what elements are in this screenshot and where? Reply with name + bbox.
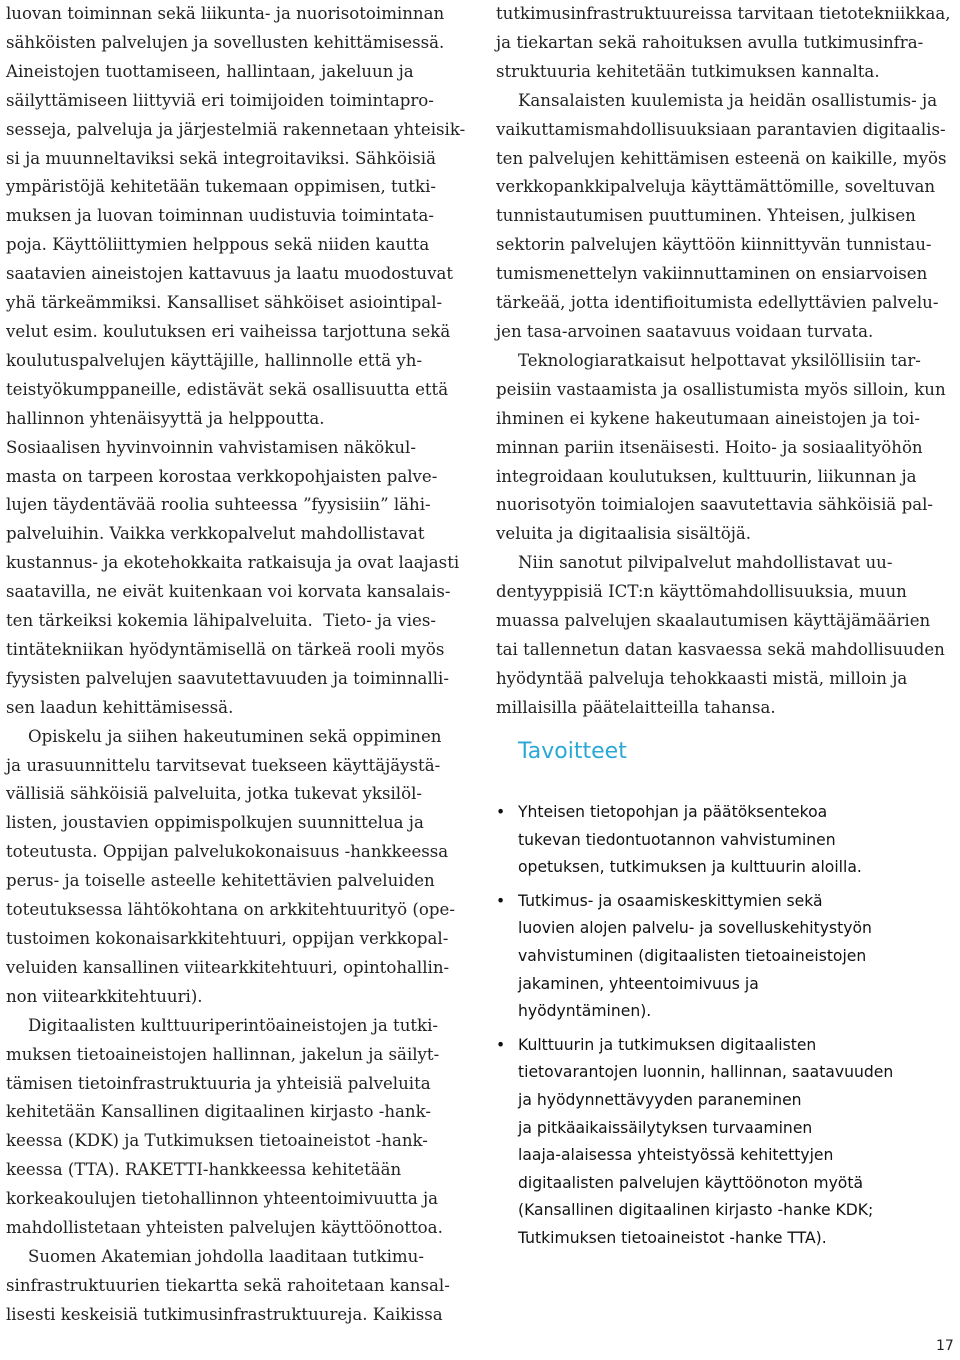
text-line: veluita ja digitaalisia sisältöjä. — [496, 524, 752, 544]
text-line: ihminen ei kykene hakeutumaan aineistojen ja toi- — [496, 408, 920, 428]
goal-text-line: luovien alojen palvelu- ja sovelluskehitystyön — [518, 919, 872, 938]
text-line: kehitetään Kansallinen digitaalinen kirjasto -hank- — [6, 1102, 431, 1122]
text-line: lisesti keskeisiä tutkimusinfrastruktuureja. Kaikissa — [6, 1304, 443, 1324]
bullet-icon: • — [496, 803, 506, 821]
text-line: luovan toiminnan sekä liikunta- ja nuorisotoiminnan — [6, 4, 445, 23]
goals-bullet-list — [494, 799, 958, 1259]
text-line: tintätekniikan hyödyntämisellä on tärkeä rooli myös — [6, 639, 445, 659]
text-line: perus- ja toiselle asteelle kehitettävien palveluiden — [6, 871, 435, 891]
text-line: toteutuksessa lähtökohtana on arkkitehtuurityö (ope- — [6, 900, 455, 920]
text-line: jen tasa-arvoinen saatavuus voidaan turvata. — [496, 321, 874, 341]
text-line: korkeakoulujen tietohallinnon yhteentoimivuutta ja — [6, 1189, 439, 1209]
text-line: sektorin palvelujen käyttöön kiinnittyvän tunnistau- — [496, 235, 932, 255]
text-line: ja urasuunnittelu tarvitsevat tuekseen käyttäjäystä- — [6, 755, 441, 775]
text-line: toteutusta. Oppijan palvelukokonaisuus -hankkeessa — [6, 842, 449, 862]
text-line: si ja muunneltaviksi sekä integroitaviksi. Sähköisiä — [6, 148, 436, 168]
paragraph — [6, 1243, 462, 1330]
text-line: Suomen Akatemian johdolla laaditaan tutkimu- — [28, 1246, 424, 1266]
right-text-column — [496, 0, 956, 723]
text-line: ympäristöjä kehitetään tukemaan oppimisen, tutki- — [6, 177, 436, 197]
text-line: sesseja, palveluja ja järjestelmiä rakennetaan yhteisik- — [6, 119, 466, 139]
paragraph — [496, 347, 956, 549]
text-line: tutkimusinfrastruktuureissa tarvitaan tietotekniikkaa, — [496, 4, 951, 23]
text-line: tumismenettelyn vakiinnuttaminen on ensiarvoisen — [496, 264, 928, 284]
text-line: saatavilla, ne eivät kuitenkaan voi korvata kansalais- — [6, 582, 451, 602]
goal-text-line: vahvistuminen (digitaalisten tietoaineistojen — [518, 946, 867, 965]
text-line: muksen ja luovan toiminnan uudistuvia toimintata- — [6, 206, 434, 226]
text-line: vaikuttamismahdollisuuksiaan parantavien digitaalis- — [496, 119, 946, 139]
text-line: struktuuria kehitetään tutkimuksen kannalta. — [496, 61, 880, 81]
goal-text-line: ja pitkäaikaissäilytyksen turvaaminen — [518, 1118, 813, 1137]
text-line: tai tallennetun datan kasvaessa sekä mahdollisuuden — [496, 639, 945, 659]
text-line: palveluihin. Vaikka verkkopalvelut mahdollistavat — [6, 524, 425, 544]
goal-text-line: digitaalisten palvelujen käyttöönoton myötä — [518, 1173, 864, 1192]
goal-text-line: opetuksen, tutkimuksen ja kulttuurin aloilla. — [518, 858, 862, 877]
bullet-icon: • — [496, 891, 506, 910]
paragraph — [6, 1012, 462, 1243]
text-line: mahdollistetaan yhteisten palvelujen käyttöönottoa. — [6, 1218, 443, 1238]
text-line: koulutuspalvelujen käyttäjille, hallinnolle että yh- — [6, 350, 423, 370]
text-line: minnan pariin itsenäisesti. Hoito- ja sosiaalityöhön — [496, 437, 923, 457]
page-number: 17 — [936, 1338, 954, 1354]
goal-text-line: tietovarantojen luonnin, hallinnan, saatavuuden — [518, 1063, 894, 1082]
paragraph — [6, 723, 462, 1012]
text-line: sähköisten palvelujen ja sovellusten kehittämisessä. — [6, 32, 445, 52]
text-line: Aineistojen tuottamiseen, hallintaan, jakeluun ja — [6, 61, 414, 81]
goal-text-line: Kulttuurin ja tutkimuksen digitaalisten — [518, 1035, 817, 1054]
goal-item — [494, 888, 958, 1026]
text-line: ja tiekartan sekä rahoituksen avulla tutkimusinfra- — [496, 32, 924, 52]
text-line: dentyyppisiä ICT:n käyttömahdollisuuksia, muun — [496, 582, 907, 602]
text-line: muksen tietoaineistojen hallinnan, jakelun ja säilyt- — [6, 1044, 440, 1064]
text-line: tunnistautumisen puuttuminen. Yhteisen, julkisen — [496, 206, 916, 226]
text-line: listen, joustavien oppimispolkujen suunnittelua ja — [6, 813, 424, 833]
text-line: peisiin vastaamista ja osallistumista myös silloin, kun — [496, 379, 946, 399]
text-line: fyysisten palvelujen saavutettavuuden ja toiminnalli- — [6, 668, 449, 688]
text-line: keessa (TTA). RAKETTI-hankkeessa kehitetään — [6, 1160, 402, 1180]
paragraph — [6, 0, 466, 434]
goal-text-line: laaja-alaisessa yhteistyössä kehitettyjen — [518, 1146, 834, 1165]
goal-text-line: Tutkimus- ja osaamiskeskittymien sekä — [518, 891, 823, 910]
text-line: yhä tärkeämmiksi. Kansalliset sähköiset asiointipal- — [6, 293, 443, 313]
text-line: Sosiaalisen hyvinvoinnin vahvistamisen näkökul- — [6, 437, 416, 457]
text-line: kustannus- ja ekotehokkaita ratkaisuja ja ovat laajasti — [6, 553, 460, 573]
goal-text-line: hyödyntäminen). — [518, 1002, 652, 1021]
text-line: ten tärkeiksi kokemia lähipalveluita. Tieto- ja vies- — [6, 611, 436, 631]
left-text-column — [6, 0, 466, 1330]
text-line: velut esim. koulutuksen eri vaiheissa tarjottuna sekä — [6, 321, 451, 341]
goal-text-line: ja hyödynnettävyyden paraneminen — [518, 1090, 802, 1109]
text-line: sen laadun kehittämisessä. — [6, 697, 234, 717]
text-line: veluiden kansallinen viitearkkitehtuuri, opintohallin- — [6, 957, 450, 977]
paragraph — [6, 434, 462, 723]
text-line: integroidaan koulutuksen, kulttuurin, liikunnan ja — [496, 466, 917, 486]
text-line: tustoimen kokonaisarkkitehtuuri, oppijan verkkopal- — [6, 929, 449, 948]
text-line: hyödyntää palveluja tehokkaasti mistä, milloin ja — [496, 668, 908, 688]
text-line: tämisen tietoinfrastruktuuria ja yhteisiä palveluita — [6, 1073, 431, 1093]
text-line: Opiskelu ja siihen hakeutuminen sekä oppiminen — [28, 726, 442, 746]
text-line: lujen täydentävää roolia suhteessa ”fyysisiin” lähi- — [6, 495, 431, 515]
text-line: verkkopankkipalveluja käyttämättömille, soveltuvan — [496, 177, 936, 197]
text-line: teistyökumppaneille, edistävät sekä osallisuutta että — [6, 379, 449, 399]
text-line: vällisiä sähköisiä palveluita, jotka tukevat yksilöl- — [6, 784, 422, 804]
goal-item — [494, 1032, 958, 1253]
text-line: säilyttämiseen liittyviä eri toimijoiden toimintapro- — [6, 90, 434, 110]
bullet-icon: • — [496, 1035, 506, 1054]
goal-text-line: tukevan tiedontuotannon vahvistuminen — [518, 830, 836, 849]
text-line: millaisilla päätelaitteilla tahansa. — [496, 697, 776, 717]
text-line: saatavien aineistojen kattavuus ja laatu muodostuvat — [6, 264, 454, 284]
text-line: masta on tarpeen korostaa verkkopohjaisten palve- — [6, 466, 438, 486]
section-heading-tavoitteet: Tavoitteet — [518, 739, 627, 764]
text-line: keessa (KDK) ja Tutkimuksen tietoaineistot -hank- — [6, 1131, 428, 1151]
paragraph — [496, 549, 956, 722]
text-line: hallinnon yhtenäisyyttä ja helppoutta. — [6, 408, 325, 428]
text-line: nuorisotyön toimialojen saavutettavia sähköisiä pal- — [496, 495, 934, 515]
goal-text-line: (Kansallinen digitaalinen kirjasto -hanke KDK; — [518, 1201, 874, 1220]
text-line: muassa palvelujen skaalautumisen käyttäjämäärien — [496, 611, 931, 631]
text-line: ten palvelujen kehittämisen esteenä on kaikille, myös — [496, 148, 947, 168]
paragraph — [496, 0, 956, 87]
text-line: Teknologiaratkaisut helpottavat yksilöllisiin tar- — [518, 350, 921, 370]
text-line: Kansalaisten kuulemista ja heidän osallistumis- ja — [518, 90, 938, 110]
goal-text-line: jakaminen, yhteentoimivuus ja — [518, 974, 759, 993]
text-line: Digitaalisten kulttuuriperintöaineistojen ja tutki- — [28, 1015, 439, 1035]
goal-text-line: Yhteisen tietopohjan ja päätöksentekoa — [518, 803, 828, 821]
text-line: sinfrastruktuurien tiekartta sekä rahoitetaan kansal- — [6, 1275, 450, 1295]
paragraph — [496, 87, 956, 347]
goal-text-line: Tutkimuksen tietoaineistot -hanke TTA). — [518, 1228, 827, 1247]
text-line: non viitearkkitehtuuri). — [6, 986, 203, 1006]
text-line: tärkeää, jotta identifioitumista edellyttävien palvelu- — [496, 293, 939, 313]
text-line: Niin sanotut pilvipalvelut mahdollistavat uu- — [518, 553, 893, 573]
goal-item — [494, 799, 958, 882]
text-line: poja. Käyttöliittymien helppous sekä niiden kautta — [6, 235, 430, 255]
